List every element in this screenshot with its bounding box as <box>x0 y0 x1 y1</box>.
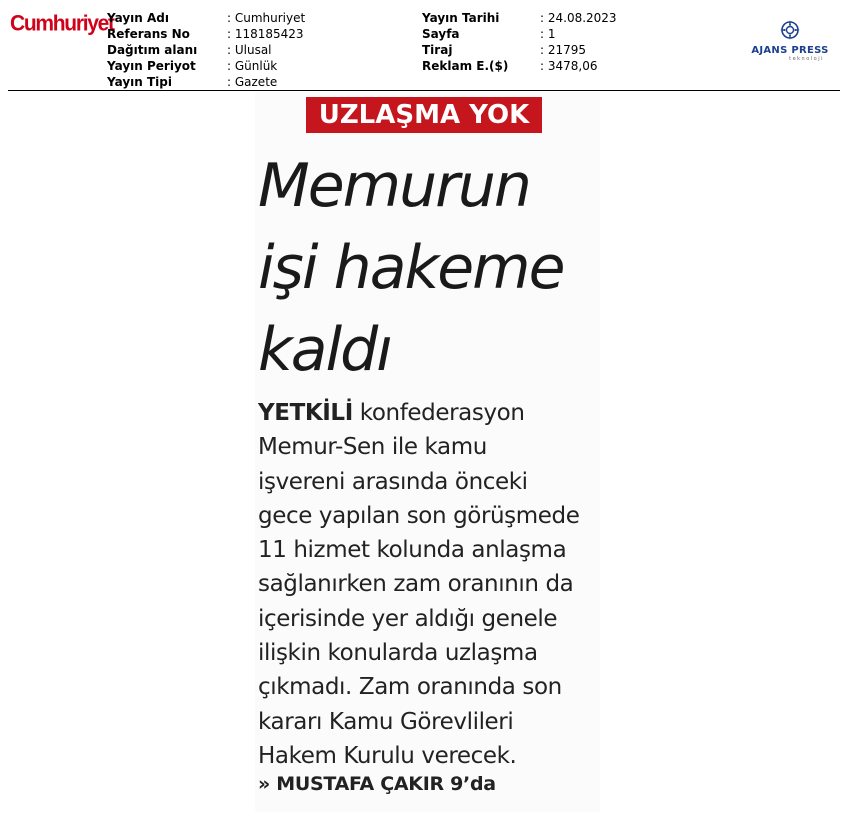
meta-row-yayin-periyot <box>107 58 305 74</box>
section-banner: UZLAŞMA YOK <box>306 97 542 133</box>
meta-value: : Cumhuriyet <box>227 11 306 25</box>
meta-label: Yayın Tipi <box>107 75 172 89</box>
meta-left-table <box>107 10 305 90</box>
meta-label: Referans No <box>107 27 190 41</box>
meta-value: : 3478,06 <box>540 59 598 73</box>
cumhuriyet-logo: Cumhuriyet <box>10 11 114 36</box>
meta-row-referans-no <box>107 26 305 42</box>
meta-label: Sayfa <box>422 27 460 41</box>
body-line: gece yapılan son görüşmede <box>258 502 580 529</box>
body-line: içerisinde yer aldığı genele <box>258 605 558 632</box>
body-line: Memur-Sen ile kamu <box>258 434 487 461</box>
ajans-sub: teknoloji <box>789 56 824 62</box>
meta-label: Dağıtım alanı <box>107 43 198 57</box>
headline-line: işi hakeme <box>258 233 564 303</box>
meta-label: Yayın Tarihi <box>422 11 500 25</box>
body-line: ilişkin konularda uzlaşma <box>258 640 538 667</box>
compass-icon <box>780 20 800 40</box>
meta-row-dagitim-alani <box>107 42 305 58</box>
lead-word: YETKİLİ <box>258 400 353 426</box>
meta-label: Reklam E.($) <box>422 59 509 73</box>
meta-label: Yayın Adı <box>107 11 169 25</box>
headline <box>258 145 564 391</box>
body-line: 11 hizmet kolunda anlaşma <box>258 537 567 564</box>
byline: » MUSTAFA ÇAKIR 9’da <box>258 773 496 795</box>
ajans-press-logo <box>740 20 840 62</box>
headline-line: kaldı <box>258 315 391 385</box>
ajans-name: AJANS PRESS <box>751 45 829 56</box>
article-body <box>258 396 603 773</box>
body-line <box>258 396 603 430</box>
body-line: kararı Kamu Görevlileri <box>258 708 514 735</box>
meta-label: Tiraj <box>422 43 453 57</box>
meta-label: Yayın Periyot <box>107 59 196 73</box>
meta-row-yayin-adi <box>107 10 305 26</box>
meta-right-table <box>422 10 617 74</box>
meta-value: : Gazete <box>227 75 278 89</box>
meta-row-yayin-tipi <box>107 74 305 90</box>
meta-row-reklam <box>422 58 617 74</box>
body-line: Hakem Kurulu verecek. <box>258 742 517 769</box>
meta-value: : 21795 <box>540 43 587 57</box>
headline-line: Memurun <box>258 151 530 221</box>
header-divider <box>8 90 840 91</box>
body-line-text: konfederasyon <box>352 400 525 426</box>
meta-row-tiraj <box>422 42 617 58</box>
body-line: sağlanırken zam oranının da <box>258 571 574 598</box>
meta-value: : Günlük <box>227 59 278 73</box>
meta-row-yayin-tarihi <box>422 10 617 26</box>
meta-value: : 118185423 <box>227 27 304 41</box>
body-line: çıkmadı. Zam oranında son <box>258 674 562 701</box>
meta-value: : 24.08.2023 <box>540 11 617 25</box>
meta-value: : Ulusal <box>227 43 272 57</box>
meta-value: : 1 <box>540 27 556 41</box>
body-line: işvereni arasında önceki <box>258 468 528 495</box>
meta-row-sayfa <box>422 26 617 42</box>
